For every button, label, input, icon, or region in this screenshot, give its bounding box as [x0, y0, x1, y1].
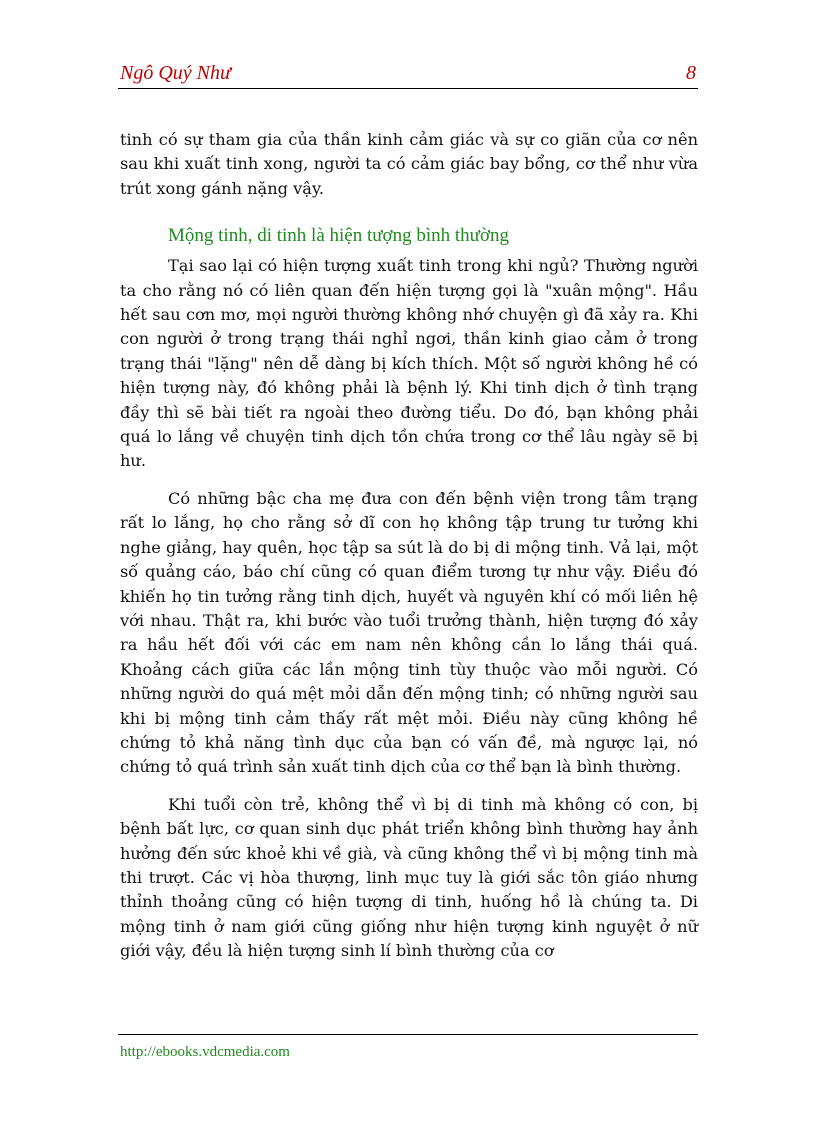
paragraph: Tại sao lại có hiện tượng xuất tinh trong khi ngủ? Thường người ta cho rằng nó có liên quan đến hiện tượng gọi là "xuân mộng". Hầu hết sau cơn mơ, mọi người thường không nhớ chuyện gì đã xảy ra. Khi con người ở trong trạng thái nghỉ ngơi, thần kinh giao cảm ở trong trạng thái "lặng" nên dễ dàng bị kích thích. Một số người không hề có hiện tượng này, đó không phải là bệnh lý. Khi tinh dịch ở tình trạng đầy thì sẽ bài tiết ra ngoài theo đường tiểu. Do đó, bạn không phải quá lo lắng về chuyện tinh dịch tồn chứa trong cơ thể lâu ngày sẽ bị hư.	[120, 256, 698, 471]
page-body	[120, 128, 698, 964]
page-header	[118, 60, 698, 89]
paragraph: Khi tuổi còn trẻ, không thể vì bị di tinh mà không có con, bị bệnh bất lực, cơ quan sinh dục phát triển không bình thường hay ảnh hưởng đến sức khoẻ khi về già, và cũng không thể vì bị mộng tinh mà thi trượt. Các vị hòa thượng, linh mục tuy là giới sắc tôn giáo nhưng thỉnh thoảng cũng có hiện tượng di tinh, huống hồ là chúng ta. Di mộng tinh ở nam giới cũng giống như hiện tượng kinh nguyệt ở nữ giới vậy, đều là hiện tượng sinh lí bình thường của cơ	[120, 794, 698, 961]
footer-url-link[interactable]: http://ebooks.vdcmedia.com	[120, 1044, 290, 1060]
page-number: 8	[686, 62, 696, 84]
footer-divider	[118, 1034, 698, 1035]
paragraph: Có những bậc cha mẹ đưa con đến bệnh viện trong tâm trạng rất lo lắng, họ cho rằng sở dĩ con họ không tập trung tư tưởng khi nghe giảng, hay quên, học tập sa sút là do bị di mộng tinh. Vả lại, một số quảng cáo, báo chí cũng có quan điểm tương tự như vậy. Điều đó khiến họ tin tưởng rằng tinh dịch, huyết và nguyên khí có mối liên hệ với nhau. Thật ra, khi bước vào tuổi trưởng thành, hiện tượng đó xảy ra hầu hết đối với các em nam nên không cần lo lắng thái quá. Khoảng cách giữa các lần mộng tinh tùy thuộc vào mỗi người. Có những người do quá mệt mỏi dẫn đến mộng tinh; có những người sau khi bị mộng tinh cảm thấy rất mệt mỏi. Điều này cũng không hề chứng tỏ khả năng tình dục của bạn có vấn đề, mà ngược lại, nó chứng tỏ quá trình sản xuất tinh dịch của cơ thể bạn là bình thường.	[120, 488, 698, 777]
paragraph-continued: tinh có sự tham gia của thần kinh cảm giác và sự co giãn của cơ nên sau khi xuất tinh xong, người ta có cảm giác bay bổng, cơ thể như vừa trút xong gánh nặng vậy.	[120, 130, 698, 198]
header-author: Ngô Quý Như	[120, 62, 231, 84]
section-heading: Mộng tinh, di tinh là hiện tượng bình thường	[168, 225, 509, 247]
